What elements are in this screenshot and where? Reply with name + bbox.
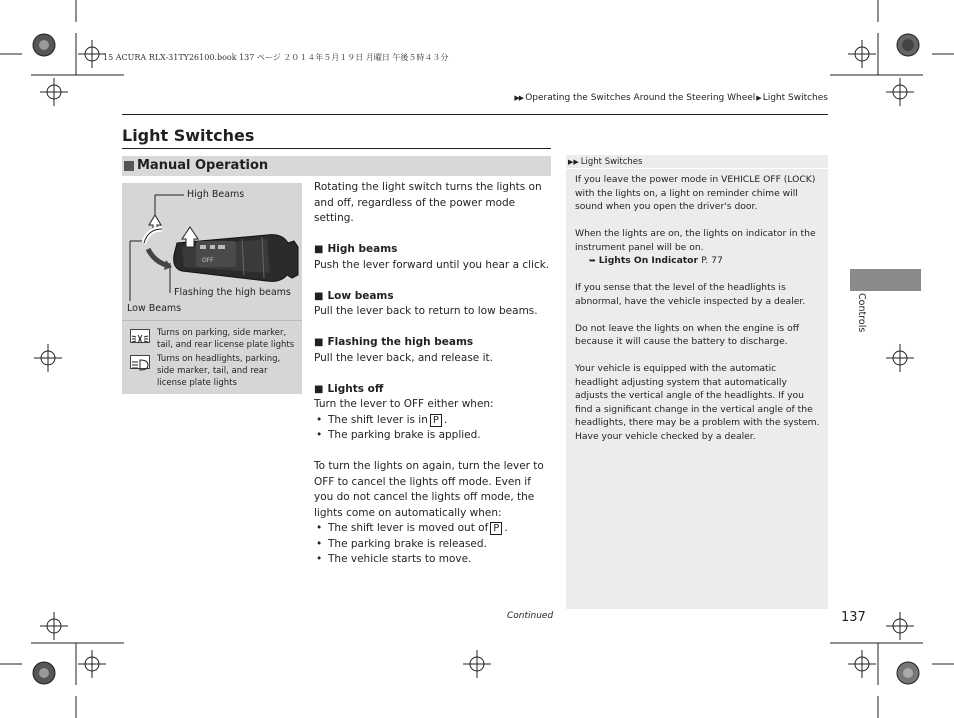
park-position-icon: P [430,414,442,427]
high-beams-text: Push the lever forward until you hear a click. [314,258,550,271]
list-item-text: . [443,413,448,426]
sidebar-notes [566,155,828,609]
arrow-icon: ▶ [756,94,762,102]
legend-text: Turns on parking, side marker, tail, and rear license plate lights [157,328,295,350]
page-title: Light Switches [122,126,255,145]
sidebar-heading-text: Light Switches [580,157,643,167]
double-arrow-icon: ▶▶ [514,94,524,102]
breadcrumb-item[interactable]: Operating the Switches Around the Steering Wheel [525,93,756,103]
main-text-column [314,180,550,568]
label-low-beams: Low Beams [127,303,182,314]
chapter-tab[interactable] [850,269,921,291]
section-heading: Manual Operation [137,158,269,173]
title-rule [122,148,551,149]
print-file-info: 15 ACURA RLX-31TY26100.book 137 ページ ２０１４年５月１９日 月曜日 午後５時４３分 [103,53,449,62]
chapter-tab-label[interactable]: Controls [856,293,867,333]
label-flashing: Flashing the high beams [174,287,291,298]
label-high-beams: High Beams [187,189,245,200]
header-rule [122,114,828,115]
low-beams-text: Pull the lever back to return to low beams. [314,305,538,317]
reference-arrow-icon: ➥ [589,256,596,265]
intro-paragraph: Rotating the light switch turns the lights on and off, regardless of the power mode setting. [314,181,542,224]
light-switch-figure [122,183,302,394]
list-item: • The parking brake is released. [314,537,550,553]
list-item-text: The shift lever is in [328,413,428,426]
reference-label[interactable]: Lights On Indicator [598,255,698,266]
sidebar-paragraph: Your vehicle is equipped with the automatic headlight adjusting system that automatically adjusts the vertical angle of the headlights. If you find a significant change in the vertical angle of the headlights, there may be a problem with the system. Have your vehicle checked by a dealer. [575,363,820,442]
legend-row [130,327,300,353]
legend-row [130,353,300,391]
parking-lights-icon [130,329,150,343]
list-item [314,413,550,429]
sidebar-heading [566,155,828,169]
list-item [314,521,550,537]
sidebar-paragraph: When the lights are on, the lights on indicator in the instrument panel will be on. [575,228,816,253]
sidebar-paragraph: If you leave the power mode in VEHICLE OFF (LOCK) with the lights on, a light on reminder chime will sound when you open the driver's door. [575,174,816,212]
svg-text:OFF: OFF [202,257,214,264]
section-heading-bar [122,156,551,176]
continued-note: Continued [507,611,554,621]
heading-low-beams: ■ Low beams [314,289,550,305]
lights-off-text: Turn the lever to OFF either when: [314,398,494,410]
breadcrumb-item[interactable]: Light Switches [762,93,828,103]
heading-high-beams: ■ High beams [314,242,550,258]
legend-text: Turns on headlights, parking, side marker, tail, and rear license plate lights [157,354,281,388]
flashing-text: Pull the lever back, and release it. [314,351,493,364]
page-number: 137 [841,610,866,625]
headlights-icon [130,355,150,369]
lights-on-again-text: To turn the lights on again, turn the lever to OFF to cancel the lights off mode. Even if you do not cancel the lights off mode, the lights come on automatically when: [314,460,544,519]
list-item: • The vehicle starts to move. [314,552,550,568]
cross-reference-link[interactable] [575,254,821,268]
park-position-icon: P [490,522,502,535]
figure-legend [122,320,302,394]
reference-arrow-icon: ▶▶ [568,158,579,166]
reference-page[interactable]: P. 77 [701,255,723,266]
turn-signal-lever-illustration [122,183,302,320]
square-bullet-icon [124,161,134,171]
sidebar-paragraph: Do not leave the lights on when the engine is off because it will cause the battery to discharge. [575,322,800,347]
sidebar-body [575,173,821,443]
list-item-text: . [504,522,508,534]
list-item: • The parking brake is applied. [314,428,550,444]
heading-flashing: ■ Flashing the high beams [314,335,550,351]
sidebar-paragraph: If you sense that the level of the headlights is abnormal, have the vehicle inspected by a dealer. [575,282,806,307]
heading-lights-off: ■ Lights off [314,382,550,398]
breadcrumb [514,93,828,103]
list-item-text: The shift lever is moved out of [328,522,489,534]
